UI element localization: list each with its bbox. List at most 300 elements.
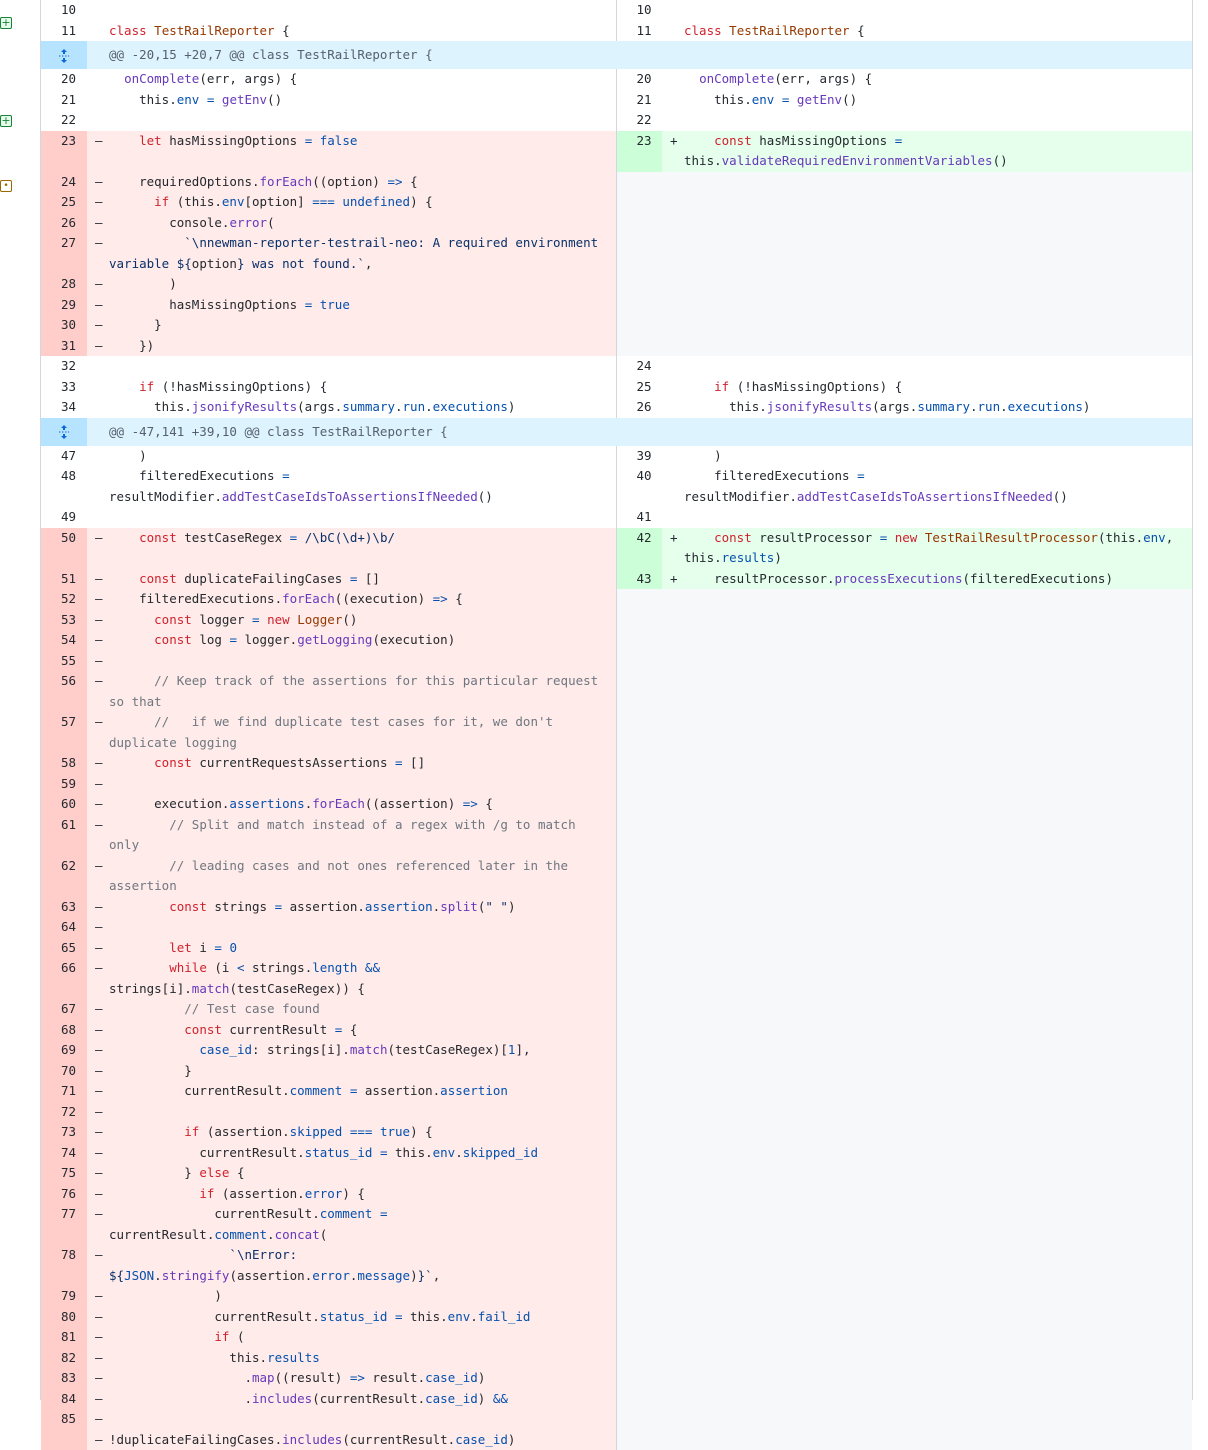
left-line-number[interactable]: 77 xyxy=(41,1204,87,1245)
diff-row-deleted xyxy=(41,630,1192,651)
left-line-number[interactable]: 28 xyxy=(41,274,87,295)
left-code-line: currentResult.status_id = this.env.skipped_id xyxy=(109,1143,616,1164)
deletion-marker: – xyxy=(87,1389,109,1410)
left-code-line: const testCaseRegex = /\bC(\d+)\b/ xyxy=(109,528,616,569)
right-marker xyxy=(662,1143,684,1164)
left-line-number[interactable] xyxy=(41,1430,87,1450)
deletion-marker: – xyxy=(87,1143,109,1164)
diff-row-deleted xyxy=(41,1327,1192,1348)
left-code-line: onComplete(err, args) { xyxy=(109,69,616,90)
right-marker xyxy=(662,356,684,377)
right-code-line xyxy=(684,1430,1192,1450)
diff-row-deleted xyxy=(41,1409,1192,1430)
right-code-line xyxy=(684,917,1192,938)
addition-marker: + xyxy=(662,569,684,590)
left-line-number[interactable]: 23 xyxy=(41,131,87,172)
deletion-marker: – xyxy=(87,274,109,295)
diff-row-deleted xyxy=(41,1184,1192,1205)
right-code-line xyxy=(684,794,1192,815)
diff-row-deleted xyxy=(41,856,1192,897)
left-marker xyxy=(87,110,109,131)
deletion-marker: – xyxy=(87,1327,109,1348)
right-line-number xyxy=(616,336,662,357)
right-code-line xyxy=(684,1286,1192,1307)
right-marker xyxy=(662,1122,684,1143)
diff-row-deleted xyxy=(41,274,1192,295)
diff-row-context xyxy=(41,69,1192,90)
diff-row-context xyxy=(41,377,1192,398)
left-code-line: this.results xyxy=(109,1348,616,1369)
deletion-marker: – xyxy=(87,1081,109,1102)
expand-hunk-button[interactable] xyxy=(41,418,87,446)
right-code-line xyxy=(684,1081,1192,1102)
diff-row-deleted xyxy=(41,1061,1192,1082)
diff-row-deleted xyxy=(41,336,1192,357)
diff-row-deleted xyxy=(41,651,1192,672)
right-code-line: ) xyxy=(684,446,1192,467)
left-code-line xyxy=(109,774,616,795)
diff-row-deleted xyxy=(41,1102,1192,1123)
left-line-number[interactable]: 22 xyxy=(41,110,87,131)
expand-hunk-button[interactable] xyxy=(41,41,87,69)
right-line-number[interactable]: 23 xyxy=(616,131,662,172)
left-line-number[interactable]: 26 xyxy=(41,213,87,234)
left-line-number[interactable]: 31 xyxy=(41,336,87,357)
deletion-marker: – xyxy=(87,1102,109,1123)
deletion-marker: – xyxy=(87,1368,109,1389)
right-line-number[interactable]: 42 xyxy=(616,528,662,569)
left-line-number[interactable]: 70 xyxy=(41,1061,87,1082)
right-line-number xyxy=(616,1204,662,1245)
right-code-line xyxy=(684,1020,1192,1041)
left-line-number[interactable]: 65 xyxy=(41,938,87,959)
deletion-marker: – xyxy=(87,1286,109,1307)
diff-row-deleted xyxy=(41,712,1192,753)
right-marker xyxy=(662,295,684,316)
right-marker xyxy=(662,671,684,712)
diff-row-deleted xyxy=(41,233,1192,274)
deletion-marker: – xyxy=(87,753,109,774)
right-marker xyxy=(662,1184,684,1205)
right-line-number xyxy=(616,1163,662,1184)
deletion-marker: – xyxy=(87,1122,109,1143)
expand-file-icon[interactable]: + xyxy=(0,17,12,29)
right-marker xyxy=(662,630,684,651)
right-marker xyxy=(662,1020,684,1041)
right-code-line: const hasMissingOptions = this.validateRequiredEnvironmentVariables() xyxy=(684,131,1192,172)
left-code-line: `\nnewman-reporter-testrail-neo: A required environment variable ${option} was not found.`, xyxy=(109,233,616,274)
deletion-marker: – xyxy=(87,671,109,712)
right-code-line xyxy=(684,507,1192,528)
right-line-number xyxy=(616,192,662,213)
right-line-number xyxy=(616,856,662,897)
left-code-line: } xyxy=(109,1061,616,1082)
left-line-number[interactable]: 10 xyxy=(41,0,87,21)
left-code-line: this.env = getEnv() xyxy=(109,90,616,111)
right-line-number xyxy=(616,1061,662,1082)
left-line-number[interactable]: 60 xyxy=(41,794,87,815)
diff-row-deleted xyxy=(41,1389,1192,1410)
diff-row-deleted xyxy=(41,1368,1192,1389)
diff-row-changed xyxy=(41,131,1192,172)
left-code-line: const logger = new Logger() xyxy=(109,610,616,631)
left-line-number[interactable]: 50 xyxy=(41,528,87,569)
left-code-line: } xyxy=(109,315,616,336)
right-code-line xyxy=(684,753,1192,774)
unfold-icon[interactable] xyxy=(58,49,70,63)
right-marker xyxy=(662,446,684,467)
right-code-line xyxy=(684,172,1192,193)
right-line-number xyxy=(616,712,662,753)
left-line-number[interactable]: 85 xyxy=(41,1409,87,1430)
left-line-number[interactable]: 30 xyxy=(41,315,87,336)
right-code-line xyxy=(684,315,1192,336)
left-line-number[interactable]: 52 xyxy=(41,589,87,610)
right-code-line xyxy=(684,897,1192,918)
left-line-number[interactable]: 84 xyxy=(41,1389,87,1410)
hunk-header xyxy=(41,418,1192,446)
diff-row-deleted xyxy=(41,1143,1192,1164)
right-marker xyxy=(662,397,684,418)
right-code-line: const resultProcessor = new TestRailResultProcessor(this.env, this.results) xyxy=(684,528,1192,569)
left-line-number[interactable]: 24 xyxy=(41,172,87,193)
right-code-line xyxy=(684,1143,1192,1164)
right-line-number[interactable]: 21 xyxy=(616,90,662,111)
left-line-number[interactable]: 78 xyxy=(41,1245,87,1286)
right-marker xyxy=(662,897,684,918)
deletion-marker: – xyxy=(87,630,109,651)
deletion-marker: – xyxy=(87,1204,109,1245)
diff-row-deleted xyxy=(41,958,1192,999)
left-code-line: currentResult.status_id = this.env.fail_id xyxy=(109,1307,616,1328)
right-code-line xyxy=(684,671,1192,712)
deletion-marker: – xyxy=(87,1307,109,1328)
right-code-line xyxy=(684,336,1192,357)
right-marker xyxy=(662,466,684,507)
diff-row-deleted xyxy=(41,815,1192,856)
diff-row-deleted xyxy=(41,1081,1192,1102)
deletion-marker: – xyxy=(87,815,109,856)
left-line-number[interactable]: 57 xyxy=(41,712,87,753)
right-line-number xyxy=(616,630,662,651)
right-marker xyxy=(662,712,684,753)
left-code-line xyxy=(109,507,616,528)
left-marker xyxy=(87,377,109,398)
deletion-marker: – xyxy=(87,172,109,193)
left-code-line xyxy=(109,110,616,131)
diff-row-deleted xyxy=(41,753,1192,774)
left-line-number[interactable]: 81 xyxy=(41,1327,87,1348)
right-code-line xyxy=(684,938,1192,959)
right-code-line xyxy=(684,1163,1192,1184)
right-marker xyxy=(662,917,684,938)
right-line-number xyxy=(616,1143,662,1164)
deletion-marker: – xyxy=(87,774,109,795)
left-code-line: let hasMissingOptions = false xyxy=(109,131,616,172)
left-code-line: currentResult.comment = assertion.assertion xyxy=(109,1081,616,1102)
left-line-number[interactable]: 56 xyxy=(41,671,87,712)
left-code-line: // Keep track of the assertions for this particular request so that xyxy=(109,671,616,712)
left-code-line xyxy=(109,0,616,21)
left-line-number[interactable]: 11 xyxy=(41,21,87,42)
right-code-line xyxy=(684,110,1192,131)
right-marker xyxy=(662,1081,684,1102)
left-line-number[interactable]: 80 xyxy=(41,1307,87,1328)
right-line-number[interactable]: 41 xyxy=(616,507,662,528)
left-line-number[interactable]: 75 xyxy=(41,1163,87,1184)
left-code-line: requiredOptions.forEach((option) => { xyxy=(109,172,616,193)
left-line-number[interactable]: 27 xyxy=(41,233,87,274)
diff-row-deleted xyxy=(41,192,1192,213)
right-line-number xyxy=(616,295,662,316)
diff-row-deleted xyxy=(41,1348,1192,1369)
right-code-line xyxy=(684,774,1192,795)
right-marker xyxy=(662,1163,684,1184)
left-code-line: const duplicateFailingCases = [] xyxy=(109,569,616,590)
right-line-number[interactable]: 22 xyxy=(616,110,662,131)
right-line-number xyxy=(616,897,662,918)
right-line-number xyxy=(616,938,662,959)
left-line-number[interactable]: 21 xyxy=(41,90,87,111)
right-marker xyxy=(662,1430,684,1450)
right-marker xyxy=(662,21,684,42)
diff-row-deleted xyxy=(41,1020,1192,1041)
hunk-header xyxy=(41,41,1192,69)
change-gutter xyxy=(0,0,40,1400)
left-line-number[interactable]: 53 xyxy=(41,610,87,631)
right-line-number[interactable]: 11 xyxy=(616,21,662,42)
right-code-line xyxy=(684,1122,1192,1143)
right-line-number xyxy=(616,671,662,712)
left-code-line: const strings = assertion.assertion.split(" ") xyxy=(109,897,616,918)
diff-row-context xyxy=(41,110,1192,131)
left-line-number[interactable]: 67 xyxy=(41,999,87,1020)
right-marker xyxy=(662,336,684,357)
right-code-line xyxy=(684,1061,1192,1082)
right-code-line xyxy=(684,192,1192,213)
left-line-number[interactable]: 63 xyxy=(41,897,87,918)
right-line-number xyxy=(616,1245,662,1286)
right-marker xyxy=(662,507,684,528)
right-line-number[interactable]: 24 xyxy=(616,356,662,377)
right-code-line xyxy=(684,589,1192,610)
diff-row-deleted xyxy=(41,938,1192,959)
right-line-number[interactable]: 39 xyxy=(616,446,662,467)
deletion-marker: – xyxy=(87,589,109,610)
right-line-number xyxy=(616,274,662,295)
right-code-line xyxy=(684,1348,1192,1369)
right-marker xyxy=(662,1040,684,1061)
left-code-line: ) xyxy=(109,274,616,295)
right-code-line: class TestRailReporter { xyxy=(684,21,1192,42)
right-code-line xyxy=(684,233,1192,274)
diff-row-deleted xyxy=(41,610,1192,631)
left-line-number[interactable]: 49 xyxy=(41,507,87,528)
right-line-number xyxy=(616,1020,662,1041)
left-code-line: hasMissingOptions = true xyxy=(109,295,616,316)
left-code-line: currentResult.comment = currentResult.comment.concat( xyxy=(109,1204,616,1245)
left-line-number[interactable]: 74 xyxy=(41,1143,87,1164)
right-line-number[interactable]: 20 xyxy=(616,69,662,90)
left-marker xyxy=(87,397,109,418)
right-line-number xyxy=(616,315,662,336)
deletion-marker: – xyxy=(87,233,109,274)
right-code-line xyxy=(684,1040,1192,1061)
left-line-number[interactable]: 25 xyxy=(41,192,87,213)
left-line-number[interactable]: 51 xyxy=(41,569,87,590)
left-code-line: const log = logger.getLogging(execution) xyxy=(109,630,616,651)
diff-row-deleted xyxy=(41,1040,1192,1061)
right-marker xyxy=(662,1348,684,1369)
deletion-marker: – xyxy=(87,1245,109,1286)
diff-row-context xyxy=(41,356,1192,377)
diff-row-deleted xyxy=(41,1307,1192,1328)
hunk-header-text: @@ -47,141 +39,10 @@ class TestRailReporter { xyxy=(87,418,1192,446)
left-line-number[interactable]: 79 xyxy=(41,1286,87,1307)
right-line-number xyxy=(616,1081,662,1102)
deletion-marker: – xyxy=(87,1430,109,1450)
left-line-number[interactable]: 76 xyxy=(41,1184,87,1205)
right-line-number[interactable]: 43 xyxy=(616,569,662,590)
left-line-number[interactable]: 55 xyxy=(41,651,87,672)
right-marker xyxy=(662,589,684,610)
left-code-line: execution.assertions.forEach((assertion) => { xyxy=(109,794,616,815)
right-code-line xyxy=(684,712,1192,753)
right-marker xyxy=(662,315,684,336)
left-line-number[interactable]: 59 xyxy=(41,774,87,795)
left-line-number[interactable]: 73 xyxy=(41,1122,87,1143)
left-line-number[interactable]: 58 xyxy=(41,753,87,774)
left-line-number[interactable]: 66 xyxy=(41,958,87,999)
left-line-number[interactable]: 72 xyxy=(41,1102,87,1123)
left-code-line: `\nError: ${JSON.stringify(assertion.error.message)}`, xyxy=(109,1245,616,1286)
right-marker xyxy=(662,1307,684,1328)
right-line-number xyxy=(616,1102,662,1123)
left-line-number[interactable]: 32 xyxy=(41,356,87,377)
right-marker xyxy=(662,1061,684,1082)
left-line-number[interactable]: 83 xyxy=(41,1368,87,1389)
modified-marker-icon[interactable]: • xyxy=(0,180,12,192)
deletion-marker: – xyxy=(87,1040,109,1061)
right-line-number[interactable]: 26 xyxy=(616,397,662,418)
unfold-icon[interactable] xyxy=(58,425,70,439)
right-line-number xyxy=(616,753,662,774)
left-line-number[interactable]: 54 xyxy=(41,630,87,651)
right-code-line: this.env = getEnv() xyxy=(684,90,1192,111)
right-line-number xyxy=(616,651,662,672)
right-code-line xyxy=(684,1204,1192,1245)
diff-row-deleted xyxy=(41,917,1192,938)
left-line-number[interactable]: 20 xyxy=(41,69,87,90)
right-line-number xyxy=(616,999,662,1020)
deletion-marker: – xyxy=(87,794,109,815)
left-line-number[interactable]: 68 xyxy=(41,1020,87,1041)
diff-row-deleted xyxy=(41,1430,1192,1450)
left-code-line: ) xyxy=(109,446,616,467)
right-line-number[interactable]: 25 xyxy=(616,377,662,398)
deletion-marker: – xyxy=(87,897,109,918)
deletion-marker: – xyxy=(87,958,109,999)
right-marker xyxy=(662,1389,684,1410)
left-code-line xyxy=(109,356,616,377)
right-line-number xyxy=(616,1389,662,1410)
right-marker xyxy=(662,938,684,959)
left-code-line: .map((result) => result.case_id) xyxy=(109,1368,616,1389)
left-line-number[interactable]: 61 xyxy=(41,815,87,856)
left-code-line: if (this.env[option] === undefined) { xyxy=(109,192,616,213)
right-marker xyxy=(662,110,684,131)
right-marker xyxy=(662,172,684,193)
right-marker xyxy=(662,610,684,631)
right-line-number[interactable]: 10 xyxy=(616,0,662,21)
right-code-line xyxy=(684,356,1192,377)
expand-file-icon[interactable]: + xyxy=(0,115,12,127)
left-line-number[interactable]: 64 xyxy=(41,917,87,938)
left-line-number[interactable]: 34 xyxy=(41,397,87,418)
left-code-line: if (assertion.error) { xyxy=(109,1184,616,1205)
right-code-line xyxy=(684,1102,1192,1123)
right-code-line xyxy=(684,213,1192,234)
left-line-number[interactable]: 29 xyxy=(41,295,87,316)
diff-row-deleted xyxy=(41,1204,1192,1245)
deletion-marker: – xyxy=(87,856,109,897)
diff-row-context xyxy=(41,397,1192,418)
right-code-line xyxy=(684,651,1192,672)
diff-row-deleted xyxy=(41,315,1192,336)
right-code-line xyxy=(684,1327,1192,1348)
right-marker xyxy=(662,90,684,111)
left-marker xyxy=(87,466,109,507)
diff-row-context xyxy=(41,90,1192,111)
left-line-number[interactable]: 71 xyxy=(41,1081,87,1102)
left-code-line xyxy=(109,917,616,938)
left-code-line: const currentResult = { xyxy=(109,1020,616,1041)
right-marker xyxy=(662,1102,684,1123)
left-line-number[interactable]: 82 xyxy=(41,1348,87,1369)
right-line-number xyxy=(616,1368,662,1389)
left-code-line: ) xyxy=(109,1286,616,1307)
right-code-line: filteredExecutions = resultModifier.addTestCaseIdsToAssertionsIfNeeded() xyxy=(684,466,1192,507)
right-line-number xyxy=(616,1040,662,1061)
diff-row-changed xyxy=(41,569,1192,590)
deletion-marker: – xyxy=(87,938,109,959)
left-line-number[interactable]: 33 xyxy=(41,377,87,398)
left-code-line: while (i < strings.length && strings[i].match(testCaseRegex)) { xyxy=(109,958,616,999)
left-line-number[interactable]: 69 xyxy=(41,1040,87,1061)
right-code-line: resultProcessor.processExecutions(filteredExecutions) xyxy=(684,569,1192,590)
deletion-marker: – xyxy=(87,999,109,1020)
deletion-marker: – xyxy=(87,569,109,590)
left-marker xyxy=(87,69,109,90)
right-line-number[interactable]: 40 xyxy=(616,466,662,507)
deletion-marker: – xyxy=(87,1061,109,1082)
right-line-number xyxy=(616,233,662,274)
right-line-number xyxy=(616,815,662,856)
right-line-number xyxy=(616,958,662,999)
deletion-marker: – xyxy=(87,315,109,336)
right-code-line xyxy=(684,815,1192,856)
right-code-line xyxy=(684,274,1192,295)
right-marker xyxy=(662,815,684,856)
right-line-number xyxy=(616,774,662,795)
addition-marker: + xyxy=(662,528,684,569)
left-line-number[interactable]: 62 xyxy=(41,856,87,897)
left-line-number[interactable]: 47 xyxy=(41,446,87,467)
right-code-line xyxy=(684,1409,1192,1430)
right-code-line: if (!hasMissingOptions) { xyxy=(684,377,1192,398)
left-code-line: // if we find duplicate test cases for it, we don't duplicate logging xyxy=(109,712,616,753)
left-line-number[interactable]: 48 xyxy=(41,466,87,507)
